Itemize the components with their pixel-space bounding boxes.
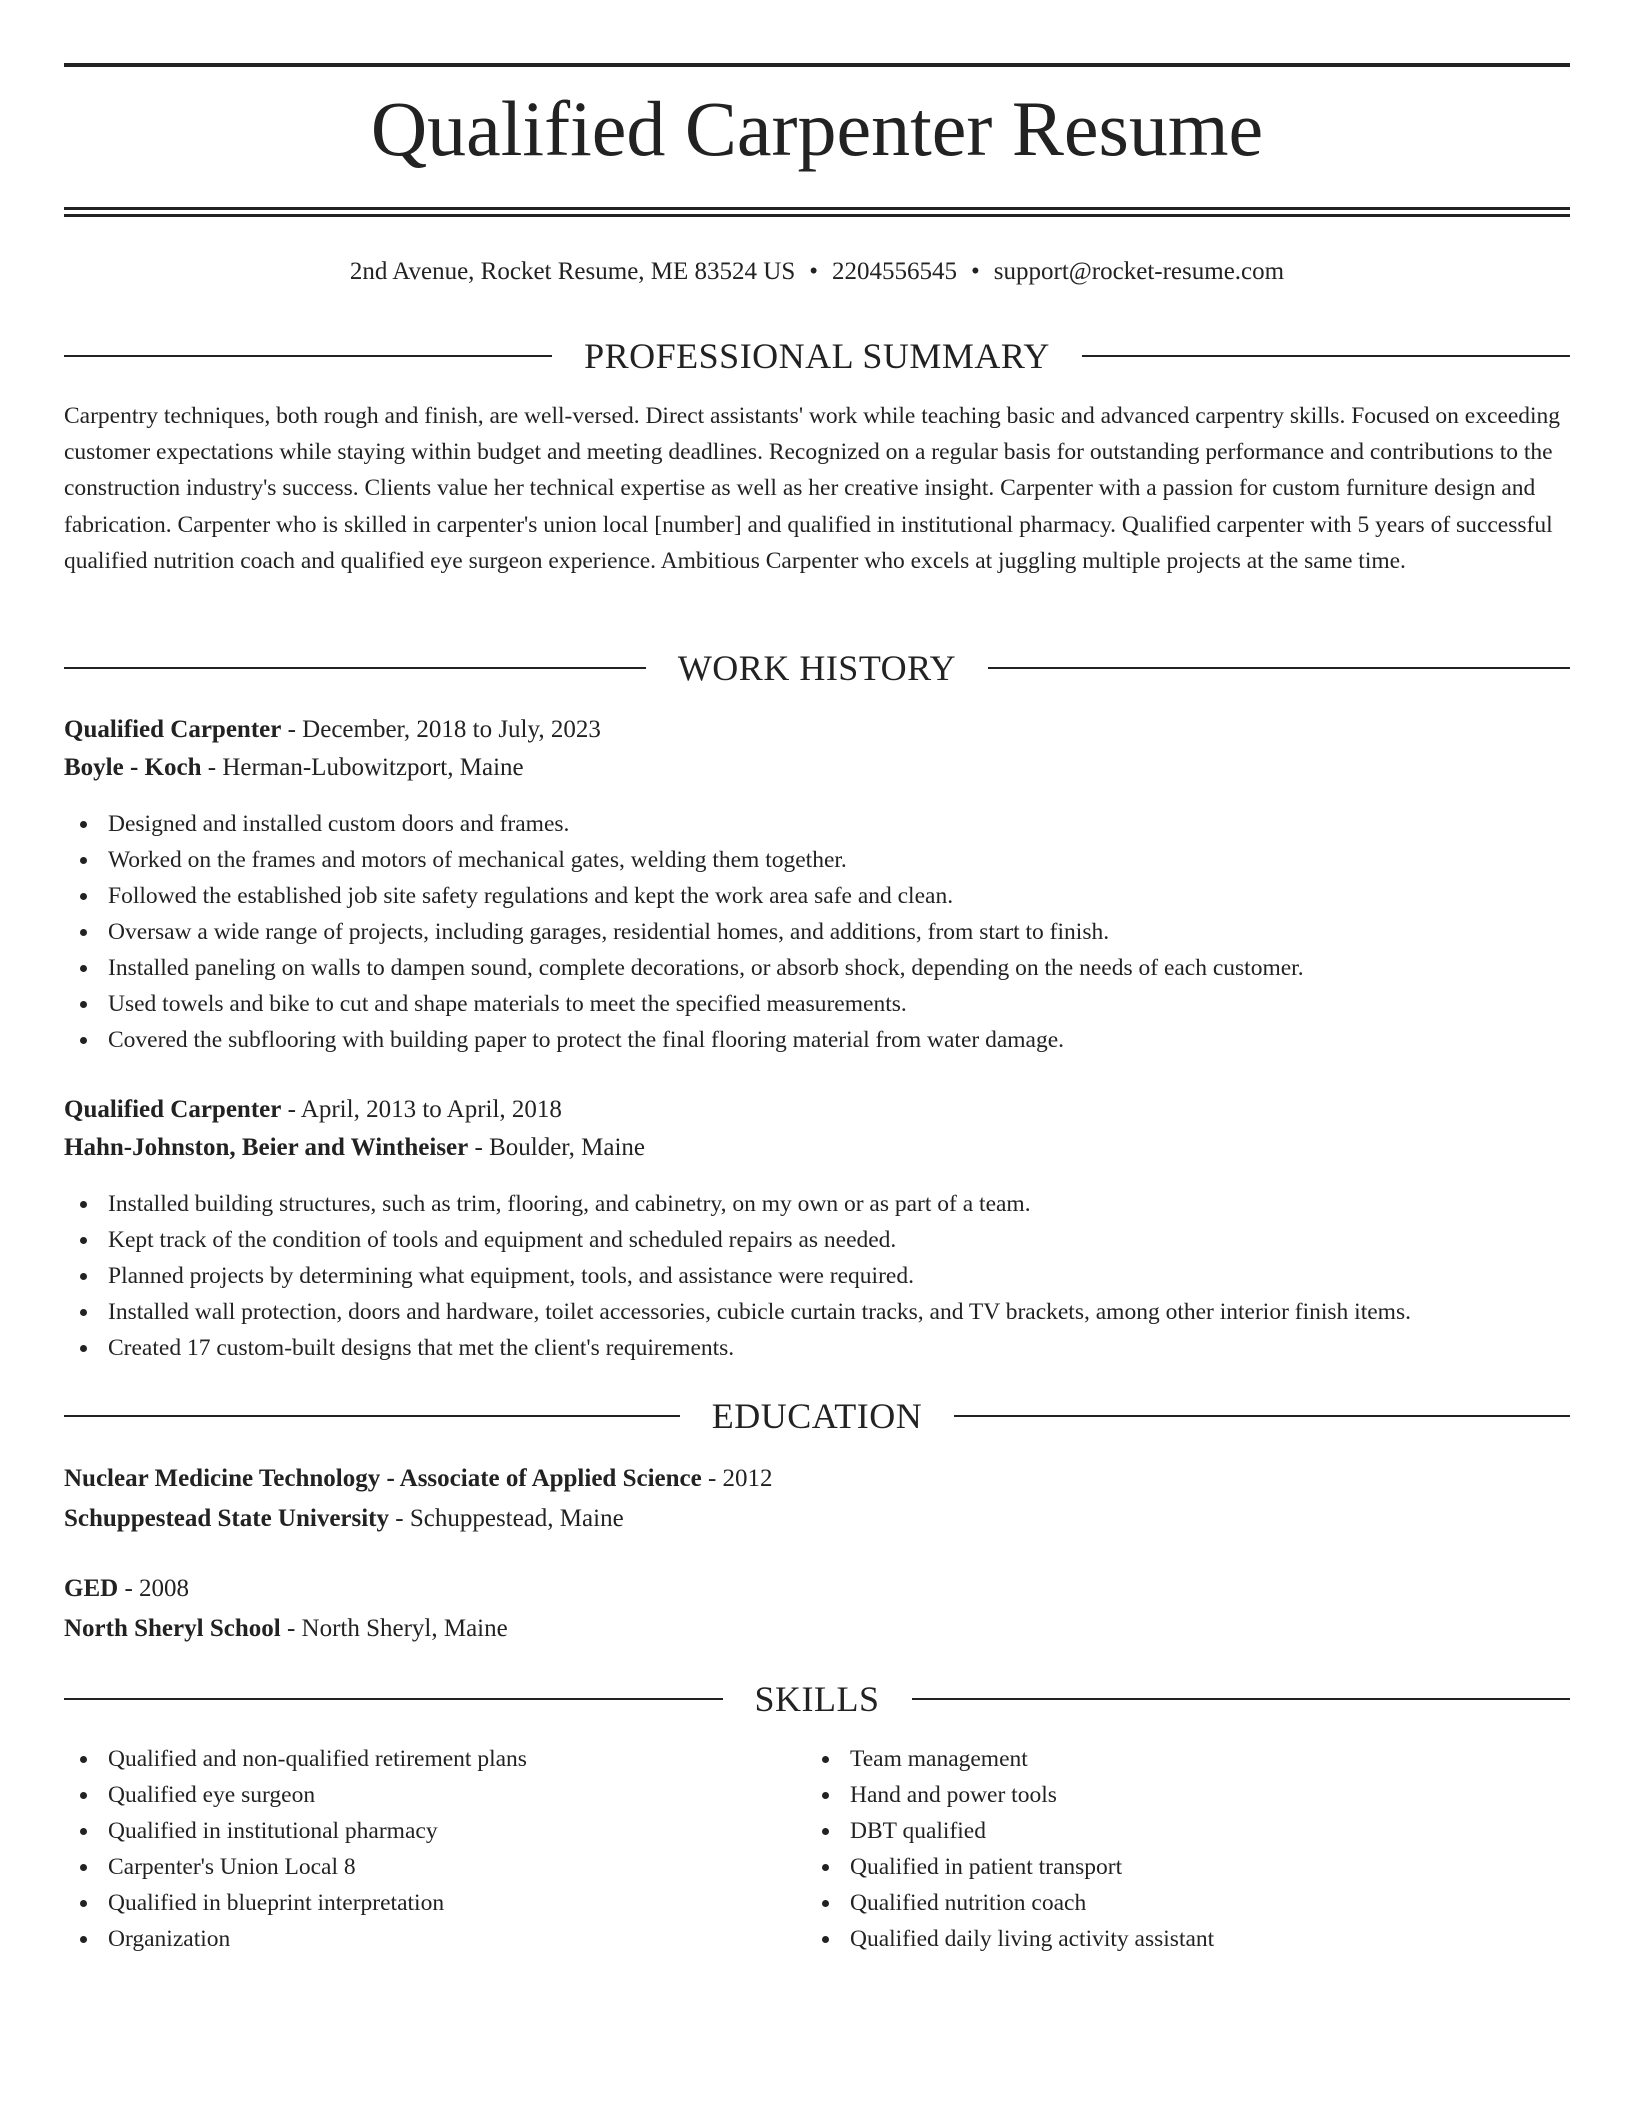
section-rule [64,1415,680,1417]
list-item: Created 17 custom-built designs that met the client's requirements. [64,1330,1570,1366]
skill-item: Team management [806,1741,1506,1777]
list-item: Worked on the frames and motors of mechanical gates, welding them together. [64,842,1570,878]
list-item: Installed wall protection, doors and hardware, toilet accessories, cubicle curtain tracks, and TV brackets, among other interior finish items. [64,1294,1570,1330]
list-item: Covered the subflooring with building paper to protect the final flooring material from water damage. [64,1022,1570,1058]
education-school-line: North Sheryl School - North Sheryl, Maine [64,1615,508,1642]
skill-item: Hand and power tools [806,1777,1506,1813]
section-title: SKILLS [754,1679,880,1719]
section-rule [64,1698,723,1700]
education-school-line: Schuppestead State University - Schuppestead, Maine [64,1505,624,1532]
skills-list-left [64,1741,764,1957]
header-bottom-rule-2 [64,214,1570,217]
education-degree: Nuclear Medicine Technology - Associate of Applied Science [64,1465,702,1492]
skill-item: Qualified in blueprint interpretation [64,1885,764,1921]
job-company-line: Boyle - Koch - Herman-Lubowitzport, Maine [64,754,524,781]
section-header-education [64,1394,1570,1438]
summary-text: Carpentry techniques, both rough and finish, are well-versed. Direct assistants' work while teaching basic and advanced carpentry skills. Focused on exceeding customer expectations while staying within budget and meeting deadlines. Recognized on a regular basis for outstanding performance and contributions to the construction industry's success. Clients value her technical expertise as well as her creative insight. Carpenter with a passion for custom furniture design and fabrication. Carpenter who is skilled in carpenter's union local [number] and qualified in institutional pharmacy. Qualified carpenter with 5 years of successful qualified nutrition coach and qualified eye surgeon experience. Ambitious Carpenter who excels at juggling multiple projects at the same time. [64,403,1561,574]
contact-line [64,254,1570,290]
section-header-work [64,646,1570,690]
skill-item: Qualified in institutional pharmacy [64,1813,764,1849]
list-item: Kept track of the condition of tools and equipment and scheduled repairs as needed. [64,1222,1570,1258]
contact-email: support@rocket-resume.com [993,258,1285,285]
job-company-line: Hahn-Johnston, Beier and Wintheiser - Boulder, Maine [64,1134,645,1161]
contact-phone: 2204556545 [832,258,958,285]
section-rule [912,1698,1571,1700]
list-item: Installed building structures, such as trim, flooring, and cabinetry, on my own or as part of a team. [64,1186,1570,1222]
section-header-summary [64,334,1570,378]
education-degree-line: GED - 2008 [64,1575,190,1602]
job-bullets [64,1186,1570,1366]
skill-item: DBT qualified [806,1813,1506,1849]
education-location: North Sheryl, Maine [301,1615,508,1642]
list-item: Installed paneling on walls to dampen sound, complete decorations, or absorb shock, depending on the needs of each customer. [64,950,1570,986]
list-item: Followed the established job site safety regulations and kept the work area safe and clean. [64,878,1570,914]
contact-address: 2nd Avenue, Rocket Resume, ME 83524 US [349,258,796,285]
education-degree: GED [64,1575,119,1602]
skill-item: Qualified and non-qualified retirement plans [64,1741,764,1777]
skill-item: Qualified eye surgeon [64,1777,764,1813]
skill-item: Carpenter's Union Local 8 [64,1849,764,1885]
section-rule [64,355,552,357]
skill-item: Qualified daily living activity assistant [806,1921,1506,1957]
job-title: Qualified Carpenter [64,1096,282,1123]
section-header-skills [64,1677,1570,1721]
skills-list-right [806,1741,1506,1957]
job-company: Boyle - Koch [64,754,202,781]
contact-separator: • [971,258,980,285]
section-rule [1082,355,1570,357]
header-bottom-rule-1 [64,207,1570,210]
job-dates: April, 2013 to April, 2018 [300,1096,562,1123]
header-top-rule [64,63,1570,67]
skill-item: Organization [64,1921,764,1957]
list-item: Designed and installed custom doors and frames. [64,806,1570,842]
job-company: Hahn-Johnston, Beier and Wintheiser [64,1134,469,1161]
job-bullets [64,806,1570,1058]
job-location: Herman-Lubowitzport, Maine [222,754,524,781]
section-rule [988,667,1570,669]
skill-item: Qualified in patient transport [806,1849,1506,1885]
education-school: North Sheryl School [64,1615,281,1642]
section-title: WORK HISTORY [677,648,957,688]
list-item: Used towels and bike to cut and shape materials to meet the specified measurements. [64,986,1570,1022]
section-title: PROFESSIONAL SUMMARY [584,336,1050,376]
education-year: 2012 [722,1465,773,1492]
education-year: 2008 [139,1575,190,1602]
job-title: Qualified Carpenter [64,716,282,743]
resume-title: Qualified Carpenter Resume [370,85,1264,172]
education-location: Schuppestead, Maine [409,1505,624,1532]
list-item: Oversaw a wide range of projects, including garages, residential homes, and additions, from start to finish. [64,914,1570,950]
education-school: Schuppestead State University [64,1505,390,1532]
job-dates: December, 2018 to July, 2023 [302,716,601,743]
contact-separator: • [809,258,819,285]
job-location: Boulder, Maine [489,1134,645,1161]
section-title: EDUCATION [711,1396,923,1436]
job-title-line: Qualified Carpenter - April, 2013 to April, 2018 [64,1096,562,1123]
section-rule [954,1415,1570,1417]
list-item: Planned projects by determining what equipment, tools, and assistance were required. [64,1258,1570,1294]
skill-item: Qualified nutrition coach [806,1885,1506,1921]
job-title-line: Qualified Carpenter - December, 2018 to July, 2023 [64,716,601,743]
education-degree-line: Nuclear Medicine Technology - Associate of Applied Science - 2012 [64,1465,773,1492]
section-rule [64,667,646,669]
